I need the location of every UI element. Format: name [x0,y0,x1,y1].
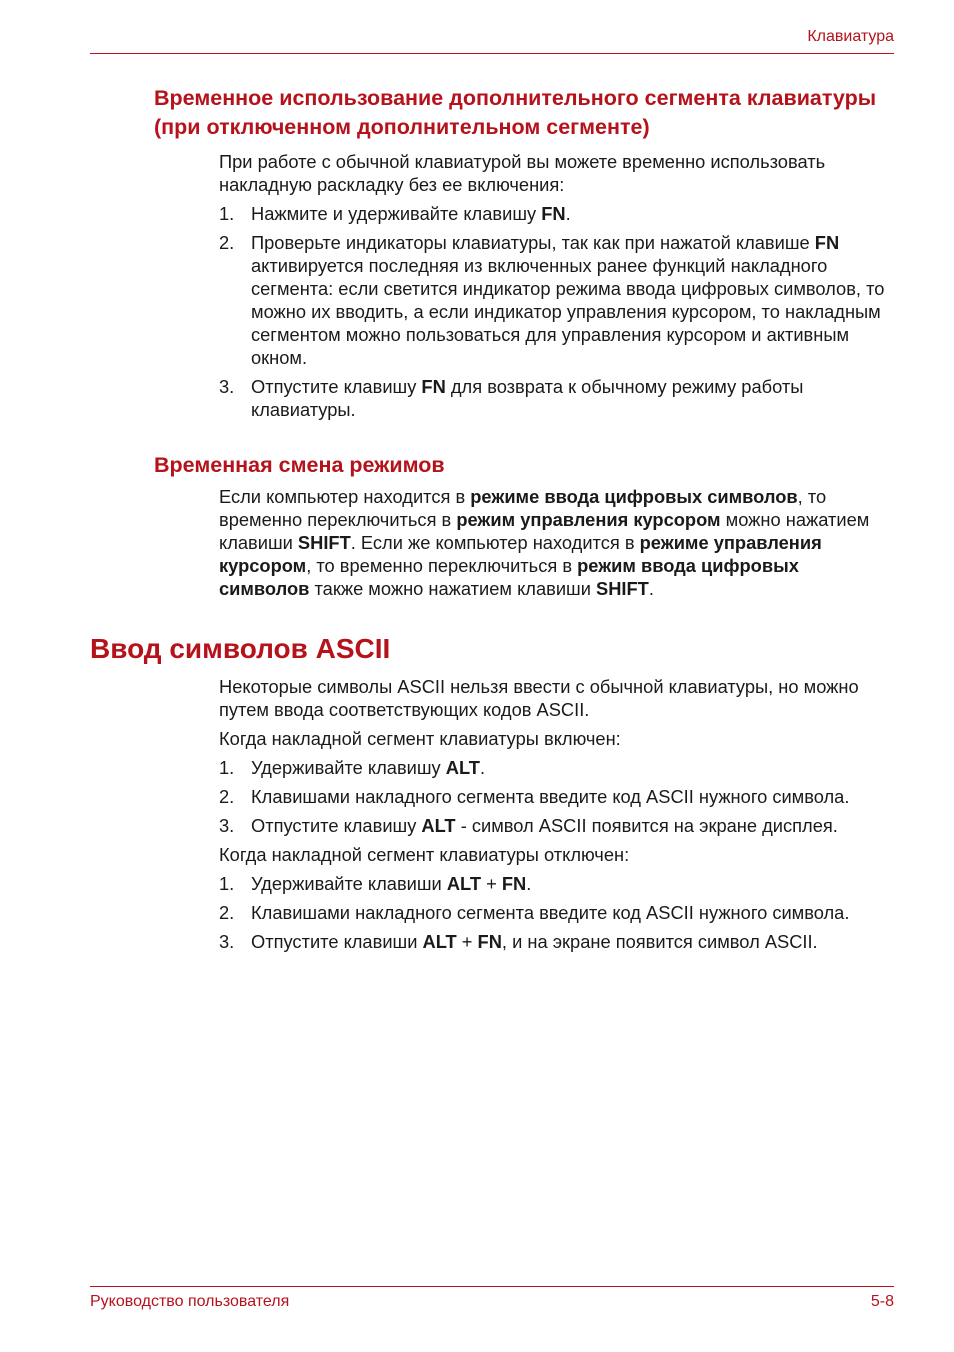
paragraph: Некоторые символы ASCII нельзя ввести с обычной клавиатуры, но можно путем ввода соответствующих кодов ASCII. [219,676,859,720]
list-number: 3. [219,376,235,397]
key-name: FN [477,931,502,952]
text: . [648,578,654,599]
key-name: FN [541,203,566,224]
steps-list [219,756,894,837]
section-heading-temp-overlay: Временное использование дополнительного сегмента клавиатуры (при отключенном дополнительном сегменте) [154,86,877,139]
text: - символ ASCII появится на экране дисплея. [455,815,838,836]
key-name: SHIFT [596,578,649,599]
emphasis: режиме ввода цифровых символов [470,486,798,507]
header-rule [90,53,894,54]
text: , то временно переключиться в [306,555,578,576]
text: Удерживайте клавиши [251,873,447,894]
key-name: SHIFT [297,532,351,553]
text: + [481,873,502,894]
section-body-ascii [219,675,894,953]
text: Проверьте индикаторы клавиатуры, так как при нажатой клавише [251,232,815,253]
text: Нажмите и удерживайте клавишу [251,203,542,224]
list-item [219,930,894,953]
section-heading-ascii: Ввод символов ASCII [90,633,391,664]
list-item [219,814,894,837]
paragraph: При работе с обычной клавиатурой вы можете временно использовать накладную раскладку без ее включения: [219,151,826,195]
paragraph [219,485,894,600]
text: можно нажатием клавиши [219,509,870,553]
list-item [219,901,894,924]
list-item [219,872,894,895]
key-name: FN [421,376,446,397]
list-item [219,231,894,369]
text: Отпустите клавиши [251,931,423,952]
key-name: ALT [422,931,457,952]
page-content [90,84,894,953]
steps-list [219,202,894,421]
list-number: 2. [219,786,235,807]
list-item [219,202,894,225]
page-number: 5-8 [870,1293,894,1310]
list-number: 2. [219,232,235,253]
text: для возврата к обычному режиму работы клавиатуры. [251,376,804,420]
text: . [479,757,486,778]
emphasis: режиме управления курсором [219,532,822,576]
list-item [219,756,894,779]
footer-title: Руководство пользователя [90,1293,290,1310]
text: активируется последняя из включенных ранее функций накладного сегмента: если светится индикатор режима ввода цифровых символов, то можно их вводить, а если индикатор управления курсором, то накладным сегментом можно пользоваться для управления курсором и активным окном. [251,255,885,368]
key-name: FN [501,873,527,894]
list-number: 2. [219,902,235,923]
key-name: FN [814,232,840,253]
footer-rule [90,1286,894,1287]
list-item [219,375,894,421]
section-heading-mode-switch: Временная смена режимов [154,453,445,477]
paragraph: Когда накладной сегмент клавиатуры отключен: [219,844,630,865]
text: , то временно переключиться в [219,486,827,530]
text: Удерживайте клавишу [251,757,446,778]
emphasis: режим ввода цифровых символов [219,555,799,599]
text: , и на экране появится символ ASCII. [501,931,818,952]
text: Отпустите клавишу [251,815,422,836]
steps-list [219,872,894,953]
text: также можно нажатием клавиши [309,578,596,599]
paragraph: Когда накладной сегмент клавиатуры включен: [219,728,621,749]
list-number: 1. [219,757,235,778]
section-body-mode-switch [219,485,894,600]
text: . Если же компьютер находится в [350,532,640,553]
text: Если компьютер находится в [219,486,471,507]
emphasis: режим управления курсором [456,509,721,530]
list-number: 3. [219,815,235,836]
section-body-temp-overlay [219,150,894,421]
text: + [456,931,478,952]
key-name: ALT [446,873,482,894]
text: Клавишами накладного сегмента введите код ASCII нужного символа. [251,786,850,807]
list-number: 3. [219,931,235,952]
text: . [565,203,571,224]
text: Клавишами накладного сегмента введите код ASCII нужного символа. [251,902,850,923]
key-name: ALT [421,815,456,836]
list-number: 1. [219,203,235,224]
text: Отпустите клавишу [251,376,422,397]
list-number: 1. [219,873,235,894]
list-item [219,785,894,808]
key-name: ALT [445,757,480,778]
text: . [526,873,532,894]
running-header: Клавиатура [807,28,894,45]
